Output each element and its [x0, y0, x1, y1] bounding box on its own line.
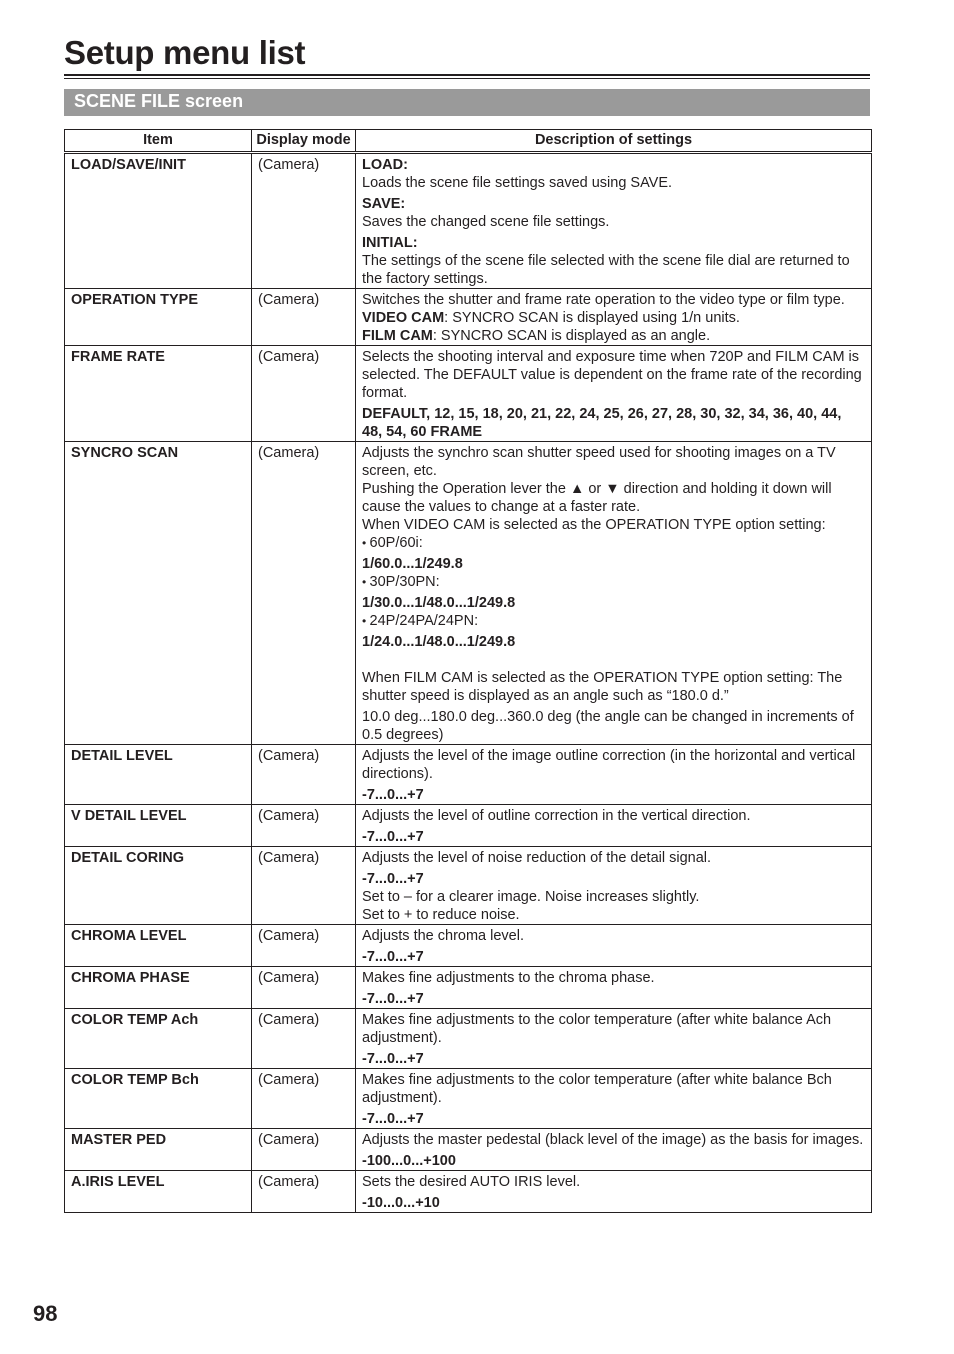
value-label: -7...0...+7 [362, 1051, 424, 1067]
description-text: Adjusts the level of the image outline correction (in the horizontal and vertical directions). [362, 748, 856, 782]
description-text: Selects the shooting interval and exposure time when 720P and FILM CAM is selected. The DEFAULT value is dependent on the frame rate of the recording format. [362, 349, 862, 401]
setting-description [356, 1171, 872, 1213]
description-line [362, 1110, 865, 1128]
description-line [362, 555, 865, 573]
setting-name: DETAIL CORING [65, 847, 252, 925]
description-text: When FILM CAM is selected as the OPERATION TYPE option setting: The shutter speed is displayed as an angle such as “180.0 d.” [362, 670, 843, 704]
display-mode: (Camera) [252, 346, 356, 442]
table-row [65, 925, 872, 967]
value-label: -7...0...+7 [362, 1111, 424, 1127]
description-text: 10.0 deg...180.0 deg...360.0 deg (the angle can be changed in increments of 0.5 degrees) [362, 709, 854, 743]
description-text: : SYNCRO SCAN is displayed as an angle. [432, 328, 711, 344]
page-number: 98 [33, 1301, 58, 1326]
description-line [362, 348, 865, 402]
value-label: 1/60.0...1/249.8 [362, 556, 463, 572]
setting-name: LOAD/SAVE/INIT [65, 153, 252, 289]
display-mode: (Camera) [252, 1069, 356, 1129]
description-line [362, 906, 865, 924]
setting-description [356, 805, 872, 847]
value-label: FILM CAM [362, 328, 433, 344]
settings-table [64, 129, 872, 1213]
description-line [362, 1071, 865, 1107]
description-line [362, 1194, 865, 1212]
setting-name: CHROMA LEVEL [65, 925, 252, 967]
description-line [362, 405, 865, 441]
table-row [65, 847, 872, 925]
description-text: Adjusts the level of outline correction in the vertical direction. [362, 808, 751, 824]
setting-description [356, 847, 872, 925]
value-label: -7...0...+7 [362, 871, 424, 887]
description-line [362, 291, 865, 309]
description-line [362, 807, 865, 825]
column-header-display-mode: Display mode [252, 130, 356, 153]
setting-description [356, 1129, 872, 1171]
description-line [362, 1050, 865, 1068]
table-row [65, 967, 872, 1009]
table-row [65, 745, 872, 805]
value-label: 1/24.0...1/48.0...1/249.8 [362, 634, 516, 650]
description-line [362, 1152, 865, 1170]
table-row [65, 1069, 872, 1129]
value-label: -7...0...+7 [362, 949, 424, 965]
setting-description [356, 1009, 872, 1069]
description-line [362, 156, 865, 174]
setting-description [356, 289, 872, 346]
table-header-row [65, 130, 872, 153]
value-label: SAVE: [362, 196, 406, 212]
display-mode: (Camera) [252, 847, 356, 925]
description-text: Makes fine adjustments to the color temperature (after white balance Bch adjustment). [362, 1072, 832, 1106]
bullet-item [362, 573, 865, 591]
description-text: Pushing the Operation lever the ▲ or ▼ direction and holding it down will cause the values to change at a faster rate. [362, 481, 832, 515]
table-row [65, 1009, 872, 1069]
description-line [362, 594, 865, 612]
value-label: -10...0...+10 [362, 1195, 440, 1211]
description-line [362, 195, 865, 213]
column-header-item: Item [65, 130, 252, 153]
setting-name: A.IRIS LEVEL [65, 1171, 252, 1213]
display-mode: (Camera) [252, 153, 356, 289]
setting-name: V DETAIL LEVEL [65, 805, 252, 847]
setting-description [356, 442, 872, 745]
value-label: DEFAULT, 12, 15, 18, 20, 21, 22, 24, 25, 26, 27, 28, 30, 32, 34, 36, 40, 44, 48, 54, 60 FRAME [362, 406, 842, 440]
table-row [65, 1129, 872, 1171]
title-rule [64, 74, 870, 76]
value-label: INITIAL: [362, 235, 418, 251]
description-text: The settings of the scene file selected with the scene file dial are returned to the factory settings. [362, 253, 850, 287]
table-row [65, 153, 872, 289]
table-body [65, 153, 872, 1213]
description-text: 30P/30PN: [369, 574, 440, 590]
section-heading: SCENE FILE screen [64, 89, 870, 116]
description-line [362, 633, 865, 651]
description-line [362, 747, 865, 783]
description-line [362, 888, 865, 906]
description-line [362, 252, 865, 288]
description-line [362, 948, 865, 966]
display-mode: (Camera) [252, 805, 356, 847]
description-text: Adjusts the master pedestal (black level of the image) as the basis for images. [362, 1132, 864, 1148]
description-text: When VIDEO CAM is selected as the OPERATION TYPE option setting: [362, 517, 826, 533]
description-line [362, 1131, 865, 1149]
setting-name: FRAME RATE [65, 346, 252, 442]
setting-description [356, 925, 872, 967]
description-line [362, 516, 865, 534]
table-row [65, 346, 872, 442]
setting-name: COLOR TEMP Ach [65, 1009, 252, 1069]
description-text: Makes fine adjustments to the color temperature (after white balance Ach adjustment). [362, 1012, 832, 1046]
display-mode: (Camera) [252, 1129, 356, 1171]
description-text: Set to – for a clearer image. Noise increases slightly. [362, 889, 700, 905]
description-line [362, 1173, 865, 1191]
description-line [362, 870, 865, 888]
description-text: Sets the desired AUTO IRIS level. [362, 1174, 581, 1190]
description-text: Saves the changed scene file settings. [362, 214, 610, 230]
table-row [65, 442, 872, 745]
setting-description [356, 745, 872, 805]
description-text: Adjusts the synchro scan shutter speed used for shooting images on a TV screen, etc. [362, 445, 836, 479]
description-line [362, 1011, 865, 1047]
value-label: -7...0...+7 [362, 829, 424, 845]
description-text: : SYNCRO SCAN is displayed using 1/n units. [444, 310, 740, 326]
display-mode: (Camera) [252, 925, 356, 967]
description-text: Makes fine adjustments to the chroma phase. [362, 970, 655, 986]
description-line [362, 969, 865, 987]
table-row [65, 289, 872, 346]
display-mode: (Camera) [252, 1171, 356, 1213]
description-text: Set to + to reduce noise. [362, 907, 520, 923]
description-line [362, 327, 865, 345]
description-text: Switches the shutter and frame rate operation to the video type or film type. [362, 292, 845, 308]
setting-name: MASTER PED [65, 1129, 252, 1171]
description-line [362, 990, 865, 1008]
description-line [362, 309, 865, 327]
setting-name: OPERATION TYPE [65, 289, 252, 346]
page-title: Setup menu list [64, 34, 306, 71]
description-text: Loads the scene file settings saved using SAVE. [362, 175, 673, 191]
description-line [362, 174, 865, 192]
setting-description [356, 153, 872, 289]
description-line [362, 786, 865, 804]
value-label: -100...0...+100 [362, 1153, 456, 1169]
setting-description [356, 346, 872, 442]
description-line [362, 213, 865, 231]
display-mode: (Camera) [252, 442, 356, 745]
value-label: -7...0...+7 [362, 787, 424, 803]
table-row [65, 805, 872, 847]
description-text: Adjusts the chroma level. [362, 928, 524, 944]
setting-name: DETAIL LEVEL [65, 745, 252, 805]
description-line [362, 828, 865, 846]
bullet-item [362, 534, 865, 552]
description-line [362, 480, 865, 516]
description-text: 60P/60i: [369, 535, 423, 551]
bullet-item [362, 612, 865, 630]
display-mode: (Camera) [252, 289, 356, 346]
display-mode: (Camera) [252, 745, 356, 805]
table-row [65, 1171, 872, 1213]
setting-name: COLOR TEMP Bch [65, 1069, 252, 1129]
setting-name: CHROMA PHASE [65, 967, 252, 1009]
description-line [362, 849, 865, 867]
setting-description [356, 1069, 872, 1129]
value-label: VIDEO CAM [362, 310, 445, 326]
description-text: Adjusts the level of noise reduction of the detail signal. [362, 850, 712, 866]
value-label: 1/30.0...1/48.0...1/249.8 [362, 595, 516, 611]
setting-name: SYNCRO SCAN [65, 442, 252, 745]
display-mode: (Camera) [252, 1009, 356, 1069]
value-label: -7...0...+7 [362, 991, 424, 1007]
description-line [362, 927, 865, 945]
display-mode: (Camera) [252, 967, 356, 1009]
title-rule-thin [64, 78, 870, 79]
description-line [362, 669, 865, 705]
column-header-description: Description of settings [356, 130, 872, 153]
description-text: 24P/24PA/24PN: [369, 613, 479, 629]
description-line [362, 444, 865, 480]
description-line [362, 234, 865, 252]
value-label: LOAD: [362, 157, 408, 173]
setting-description [356, 967, 872, 1009]
description-line [362, 708, 865, 744]
spacer [362, 651, 865, 669]
